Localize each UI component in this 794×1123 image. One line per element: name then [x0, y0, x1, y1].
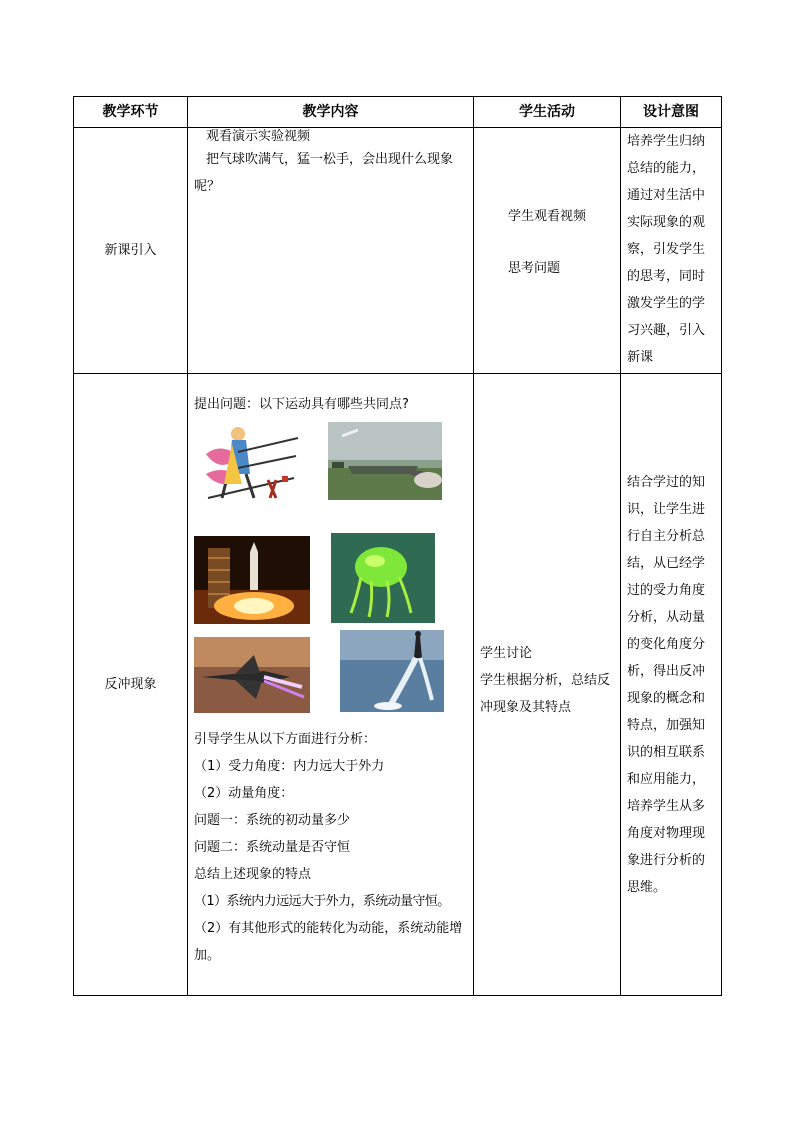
- activity-line: 思考问题: [508, 261, 561, 276]
- activity-cell: [474, 374, 621, 996]
- header-content: 教学内容: [188, 97, 474, 128]
- table-row: [74, 374, 722, 996]
- intent-text: 结合学过的知识，让学生进行自主分析总结，从已经学过的受力角度分析，从动量的变化角度分析，得出反冲现象的概念和特点，加强知识的相互联系和应用能力，培养学生从多角度对物理现象进行分析的思维。: [627, 474, 706, 895]
- header-activity: 学生活动: [474, 97, 621, 128]
- content-line: （1）受力角度：内力远大于外力: [194, 759, 385, 774]
- fighter-jet-image: [194, 637, 310, 713]
- image-grid: [194, 424, 469, 720]
- header-intent: 设计意图: [621, 97, 722, 128]
- content-cell: [188, 128, 474, 374]
- content-line: （2）动量角度：: [194, 786, 294, 801]
- water-jetpack-image: [340, 630, 444, 712]
- content-line: 问题一：系统的初动量多少: [194, 813, 351, 828]
- cartoon-fire-arrows-image: [198, 424, 304, 502]
- content-line: （1）系统内力远远大于外力，系统动量守恒。: [194, 894, 450, 909]
- stage-cell: 新课引入: [74, 128, 188, 374]
- rocket-launch-field-image: [328, 422, 442, 500]
- content-intro: 提出问题：以下运动具有哪些共同点?: [194, 397, 409, 412]
- content-line: 观看演示实验视频: [206, 129, 311, 144]
- content-line: 把气球吹满气，猛一松手，会出现什么现象呢？: [194, 152, 454, 194]
- content-cell: [188, 374, 474, 996]
- content-line: 引导学生从以下方面进行分析：: [194, 732, 377, 747]
- activity-cell: [474, 128, 621, 374]
- activity-line: 学生观看视频: [508, 209, 587, 224]
- jellyfish-image: [331, 533, 435, 623]
- activity-line: 学生讨论: [480, 646, 533, 661]
- activity-line: 学生根据分析，总结反冲现象及其特点: [480, 673, 611, 715]
- content-line: 总结上述现象的特点: [194, 867, 312, 882]
- intent-cell: [621, 374, 722, 996]
- intent-text: 培养学生归纳总结的能力，通过对生活中实际现象的观察，引发学生的思考，同时激发学生的学习兴趣，引入新课: [627, 134, 706, 365]
- content-line: 问题二：系统动量是否守恒: [194, 840, 351, 855]
- space-rocket-launch-image: [194, 536, 310, 624]
- stage-cell: 反冲现象: [74, 374, 188, 996]
- intent-cell: [621, 128, 722, 374]
- lesson-plan-table: [73, 96, 722, 996]
- header-stage: 教学环节: [74, 97, 188, 128]
- header-row: [74, 97, 722, 128]
- table-row: [74, 128, 722, 374]
- content-line: （2）有其他形式的能转化为动能，系统动能增加。: [194, 921, 463, 963]
